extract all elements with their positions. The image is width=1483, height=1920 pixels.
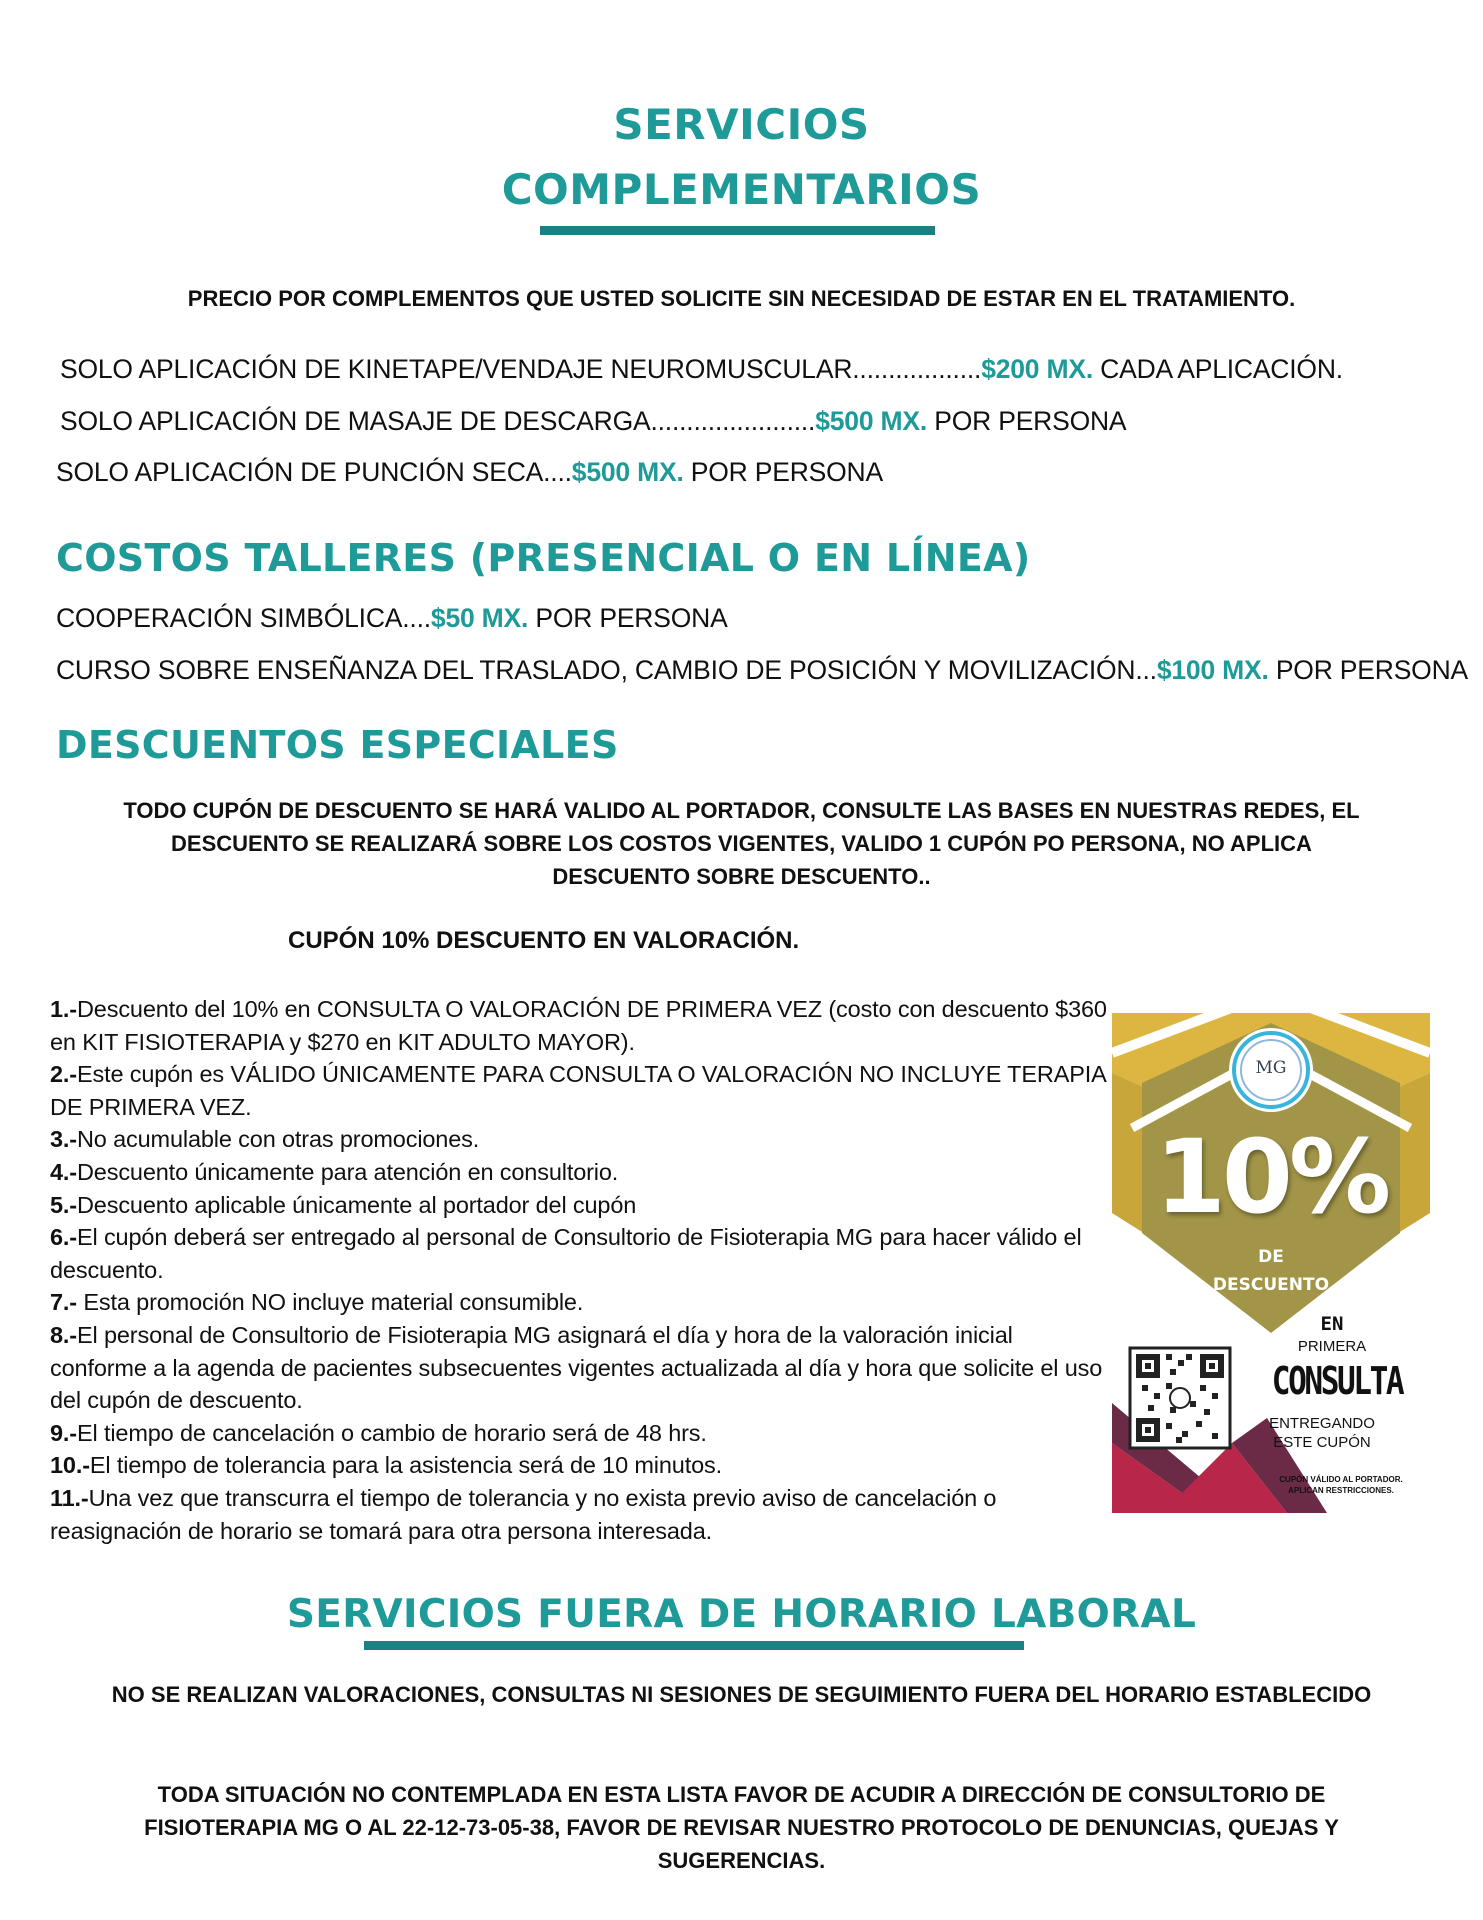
rule-item [50,1319,1110,1417]
discount-coupon [1112,1013,1430,1513]
line-text: SOLO APLICACIÓN DE KINETAPE/VENDAJE NEUROMUSCULAR.................. [60,354,982,384]
coupon-descuento: DESCUENTO [1212,1275,1330,1295]
rule-num: 3.- [50,1126,77,1153]
rule-num: 2.- [50,1061,77,1088]
rule-text: No acumulable con otras promociones. [76,1126,480,1153]
price-line-masaje [60,406,1126,437]
rule-text: Una vez que transcurra el tiempo de tolerancia y no exista previo aviso de cancelación o reasignación de horario se tomará para otra persona interesada. [50,1484,997,1544]
line-price: $100 MX. [1156,655,1269,685]
workshops-heading: COSTOS TALLERES (PRESENCIAL O EN LÍNEA) [56,536,1031,580]
rule-num: 1.- [50,996,77,1022]
footer-line3: SUGERENCIAS. [657,1848,826,1873]
rule-text: Descuento del 10% en CONSULTA O VALORACIÓN DE PRIMERA VEZ (costo con descuento $360 en KIT FISIOTERAPIA y $270 en KIT ADULTO MAYOR). [50,996,1107,1055]
rule-text: El tiempo de cancelación o cambio de horario será de 48 hrs. [76,1419,707,1446]
line-suffix: POR PERSONA [927,406,1127,436]
rule-num: 7.- [50,1289,77,1316]
rule-item [50,1449,1110,1482]
page-title-line1: SERVICIOS [613,100,870,149]
line-text: CURSO SOBRE ENSEÑANZA DEL TRASLADO, CAMBIO DE POSICIÓN Y MOVILIZACIÓN... [56,655,1157,685]
coupon-entregando: ENTREGANDO [1269,1415,1375,1432]
line-suffix: POR PERSONA [528,603,728,633]
rule-num: 6.- [50,1224,77,1251]
coupon-fine-print-2: APLICAN RESTRICCIONES. [1288,1486,1394,1495]
rule-item [50,1058,1110,1123]
line-text: SOLO APLICACIÓN DE PUNCIÓN SECA.... [56,457,572,487]
footer-line1: TODA SITUACIÓN NO CONTEMPLADA EN ESTA LISTA FAVOR DE ACUDIR A DIRECCIÓN DE CONSULTORIO DE [157,1782,1326,1807]
rule-item [50,1286,1110,1319]
rule-item [50,1123,1110,1156]
whatsapp-icon [1170,1388,1190,1408]
discount-notice-line1: TODO CUPÓN DE DESCUENTO SE HARÁ VALIDO AL PORTADOR, CONSULTE LAS BASES EN NUESTRAS REDES, EL [123,798,1360,823]
line-suffix: CADA APLICACIÓN. [1093,354,1343,384]
price-line-kinetape [60,354,1343,385]
rule-text: El tiempo de tolerancia para la asistencia será de 10 minutos. [89,1452,722,1479]
line-suffix: POR PERSONA [1268,655,1468,685]
rule-text: Descuento únicamente para atención en consultorio. [76,1158,619,1185]
coupon-este-cupon: ESTE CUPÓN [1273,1434,1371,1451]
line-text: SOLO APLICACIÓN DE MASAJE DE DESCARGA....................... [60,406,816,436]
coupon-percent: 10% [1154,1118,1388,1237]
rule-item [50,1482,1110,1547]
line-text: COOPERACIÓN SIMBÓLICA.... [56,603,431,633]
rule-num: 9.- [50,1419,77,1446]
discount-notice-line2: DESCUENTO SE REALIZARÁ SOBRE LOS COSTOS VIGENTES, VALIDO 1 CUPÓN PO PERSONA, NO APLICA [171,831,1312,856]
coupon-fine-print-1: CUPÓN VÁLIDO AL PORTADOR. [1279,1475,1403,1484]
footer-line2: FISIOTERAPIA MG O AL 22-12-73-05-38, FAVOR DE REVISAR NUESTRO PROTOCOLO DE DENUNCIAS, QUEJAS Y [144,1815,1339,1840]
rule-text: Este cupón es VÁLIDO ÚNICAMENTE PARA CONSULTA O VALORACIÓN NO INCLUYE TERAPIA DE PRIMERA VEZ. [50,1061,1106,1120]
price-line-cooperacion [56,603,728,634]
line-price: $200 MX. [981,354,1094,384]
rule-num: 5.- [50,1191,77,1218]
coupon-en: EN [1320,1313,1344,1335]
rule-num: 4.- [50,1158,77,1185]
rule-text: El cupón deberá ser entregado al personal de Consultorio de Fisioterapia MG para hacer válido el descuento. [50,1224,1082,1283]
rule-text: Descuento aplicable únicamente al portador del cupón [76,1191,637,1218]
price-line-curso [56,655,1468,686]
coupon-de: DE [1258,1247,1284,1267]
discount-notice-line3: DESCUENTO SOBRE DESCUENTO.. [552,864,931,889]
line-price: $500 MX. [571,457,684,487]
price-line-puncion [56,457,883,488]
page-title-line2: COMPLEMENTARIOS [501,165,982,214]
line-price: $50 MX. [430,603,529,633]
coupon-primera: PRIMERA [1297,1338,1367,1355]
coupon-rules [50,993,1110,1547]
rule-num: 11.- [50,1484,89,1511]
after-hours-underline [364,1641,1024,1650]
rule-item [50,993,1110,1058]
title-underline [540,226,935,235]
after-hours-text: NO SE REALIZAN VALORACIONES, CONSULTAS NI SESIONES DE SEGUIMIENTO FUERA DEL HORARIO ESTABLECIDO [111,1682,1372,1707]
coupon-consulta: CONSULTA [1271,1359,1403,1403]
discounts-heading: DESCUENTOS ESPECIALES [56,723,619,767]
rule-text: Esta promoción NO incluye material consumible. [76,1289,584,1316]
line-suffix: POR PERSONA [683,457,883,487]
rule-item [50,1221,1110,1286]
rule-num: 10.- [50,1452,90,1479]
after-hours-heading: SERVICIOS FUERA DE HORARIO LABORAL [286,1592,1197,1637]
line-price: $500 MX. [815,406,928,436]
rule-item [50,1156,1110,1189]
subtitle: PRECIO POR COMPLEMENTOS QUE USTED SOLICITE SIN NECESIDAD DE ESTAR EN EL TRATAMIENTO. [187,286,1296,311]
rule-item [50,1417,1110,1450]
rule-num: 8.- [50,1321,77,1348]
coupon-logo-text: MG [1255,1058,1287,1078]
rule-item [50,1189,1110,1222]
rule-text: El personal de Consultorio de Fisioterapia MG asignará el día y hora de la valoración inicial conforme a la agenda de pacientes subsecuentes vigentes actualizada al día y hora que solicite el uso del cupón de descuento. [50,1321,1103,1414]
coupon-title: CUPÓN 10% DESCUENTO EN VALORACIÓN. [288,927,800,954]
